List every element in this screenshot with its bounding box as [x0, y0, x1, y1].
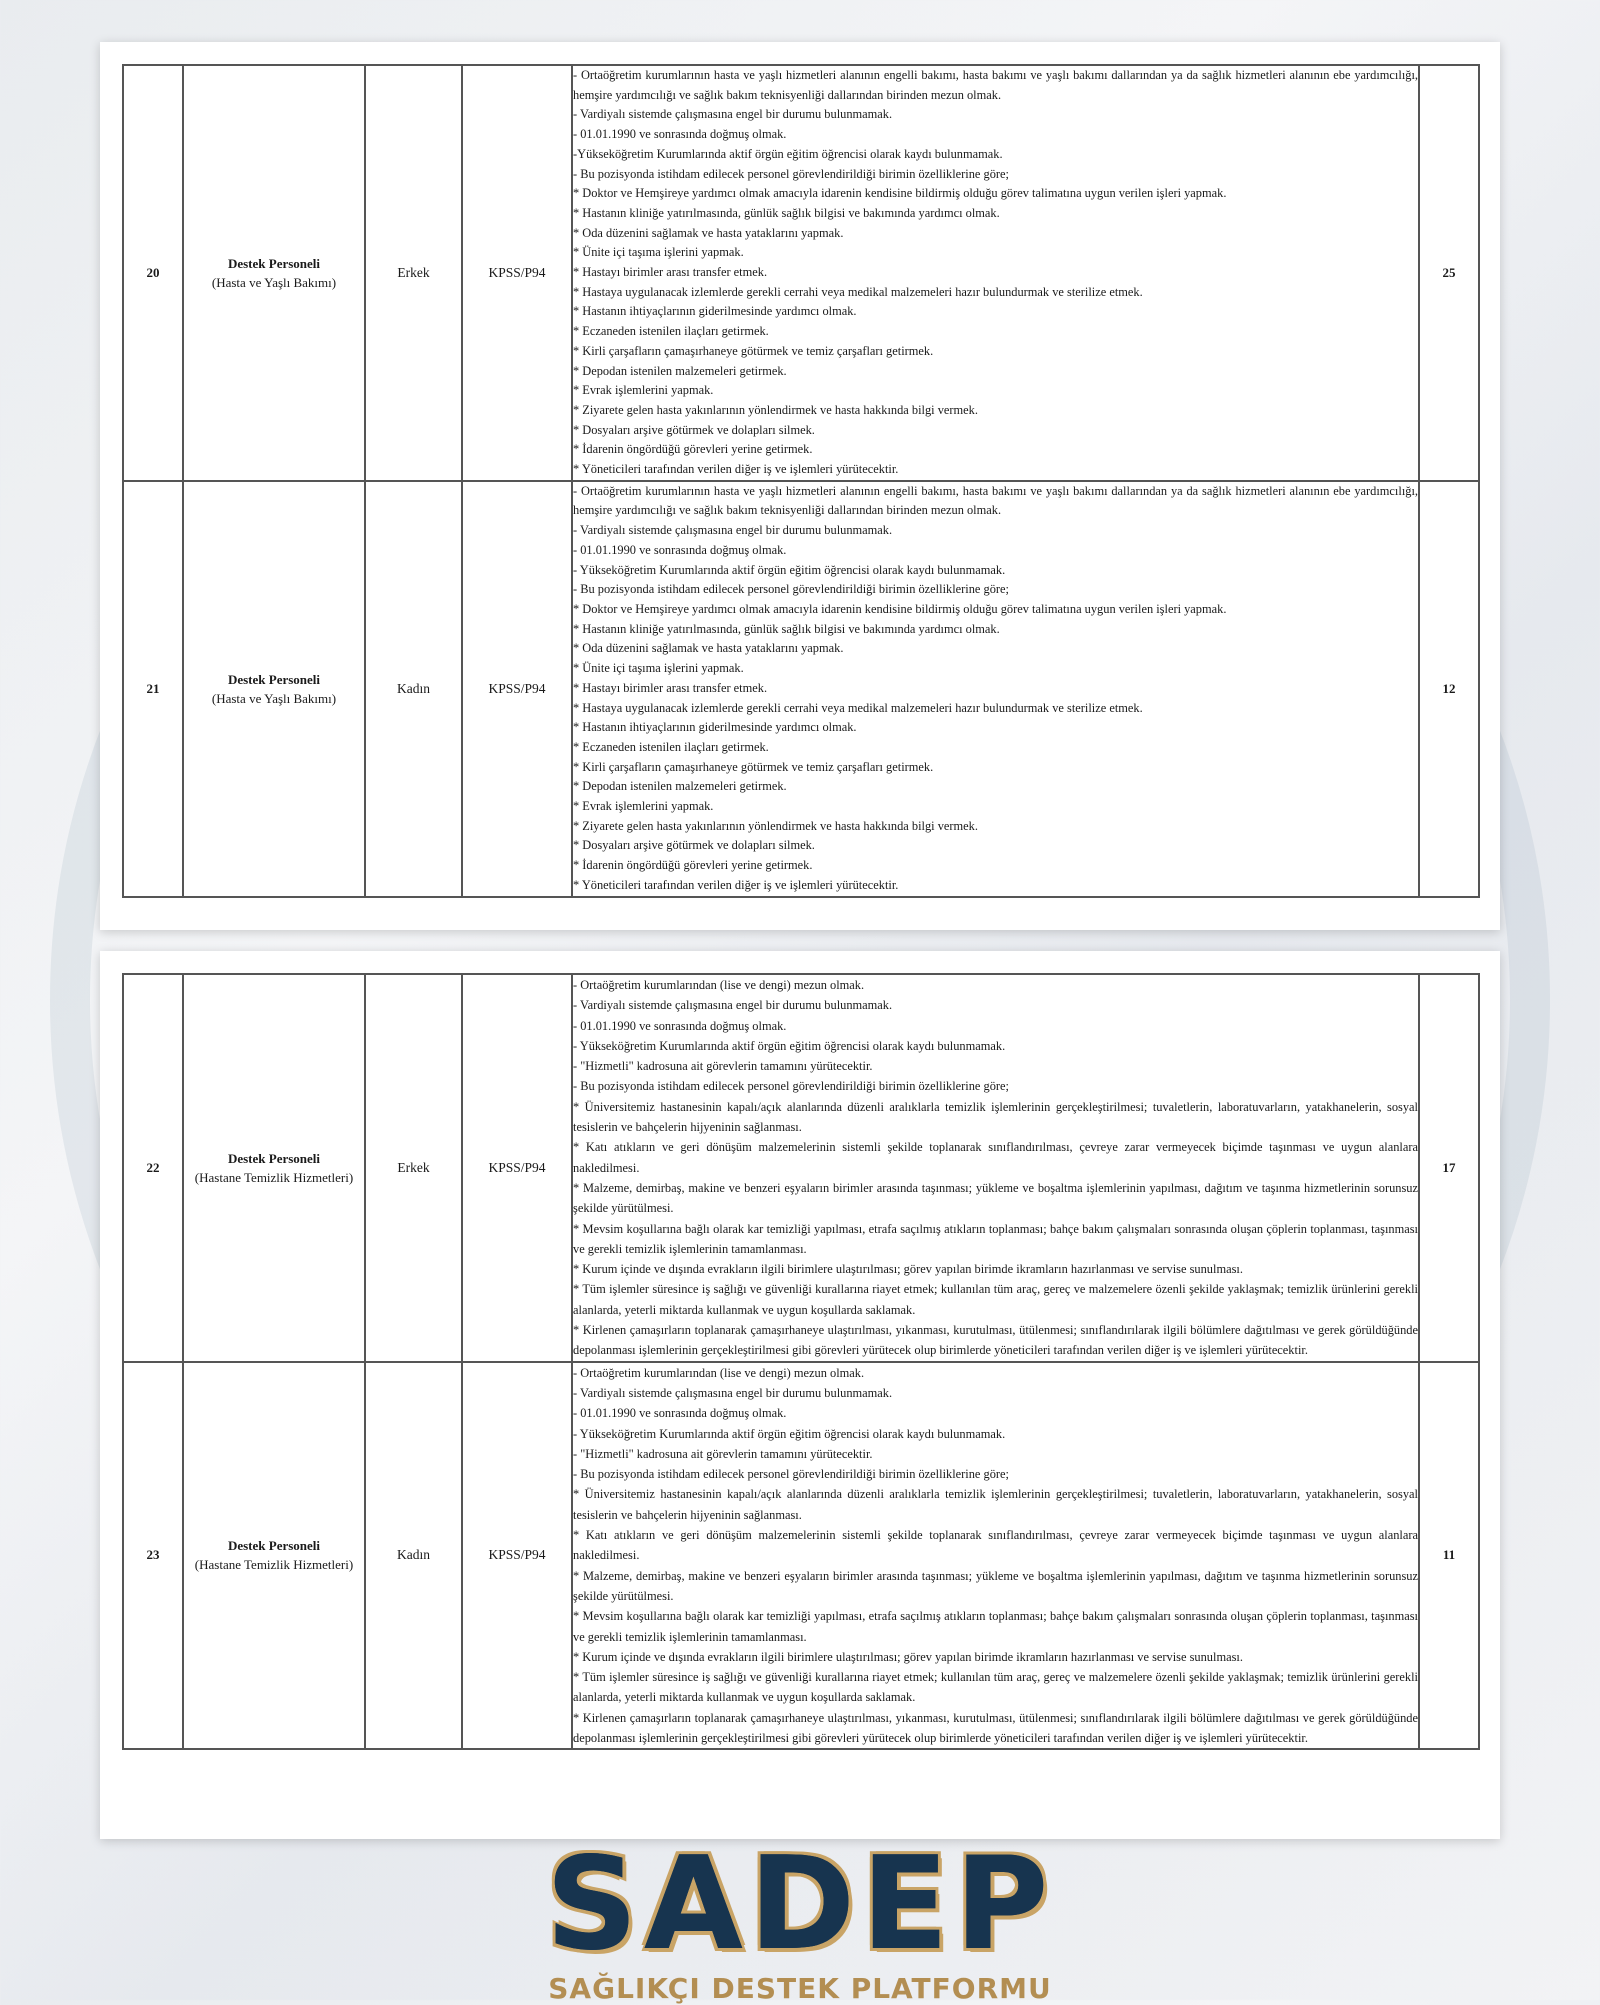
row-number: 21: [123, 481, 183, 897]
qualification-item: * Oda düzenini sağlamak ve hasta yataklarını yapmak.: [573, 225, 844, 240]
qualification-item: * Mevsim koşullarına bağlı olarak kar temizliği yapılması, etrafa saçılmış atıkların toplanması; bahçe bakım çalışmaları sonrasında oluşan çöplerin toplanması, taşınması ve gerekli temizlik işlemlerinin tamamlanması.: [573, 1221, 1418, 1256]
position-title: [183, 1362, 365, 1750]
qualification-item: - Yükseköğretim Kurumlarında aktif örgün eğitim öğrencisi olarak kaydı bulunmamak.: [573, 1038, 1006, 1053]
gender-cell: Kadın: [365, 1362, 462, 1750]
qualification-item: * Mevsim koşullarına bağlı olarak kar temizliği yapılması, etrafa saçılmış atıkların toplanması; bahçe bakım çalışmaları sonrasında oluşan çöplerin toplanması, taşınması ve gerekli temizlik işlemlerinin tamamlanması.: [573, 1609, 1418, 1644]
qualification-item: * Üniversitemiz hastanesinin kapalı/açık alanlarında düzenli aralıklarla temizlik işlemlerinin gerçekleştirilmesi; tuvaletlerin, laboratuvarların, yatakhanelerin, sosyal tesislerin ve bahçelerin hijyeninin sağlanması.: [573, 1487, 1418, 1522]
logo-tagline: SAĞLIKÇI DESTEK PLATFORMU: [548, 1972, 1052, 2005]
qualification-item: - Bu pozisyonda istihdam edilecek personel görevlendirildiği birimin özelliklerine göre;: [573, 582, 1009, 597]
position-count: 11: [1419, 1362, 1479, 1750]
qualification-item: * Kurum içinde ve dışında evrakların ilgili birimlere ulaştırılması; görev yapılan birimde ikramların hazırlanması ve servise sunulması.: [573, 1262, 1243, 1277]
logo-wordmark: SADEP: [545, 1830, 1055, 1979]
kpss-score-type: KPSS/P94: [462, 481, 572, 897]
sadep-logo: [0, 1830, 1600, 2005]
qualification-item: - Bu pozisyonda istihdam edilecek personel görevlendirildiği birimin özelliklerine göre;: [573, 1079, 1009, 1094]
qualification-item: * Yöneticileri tarafından verilen diğer iş ve işlemleri yürütecektir.: [573, 877, 899, 892]
qualification-item: * Hastanın ihtiyaçlarının giderilmesinde yardımcı olmak.: [573, 720, 857, 735]
kpss-score-type: KPSS/P94: [462, 1362, 572, 1750]
qualification-item: - Ortaöğretim kurumlarından (lise ve dengi) mezun olmak.: [573, 1365, 865, 1380]
qualification-item: * Ünite içi taşıma işlerini yapmak.: [573, 245, 744, 260]
qualification-item: * Kirli çarşafların çamaşırhaneye götürmek ve temiz çarşafları getirmek.: [573, 759, 934, 774]
position-title-sub: (Hastane Temizlik Hizmetleri): [194, 1169, 354, 1185]
qualification-item: * Hastanın ihtiyaçlarının giderilmesinde yardımcı olmak.: [573, 304, 857, 319]
positions-table-1: [122, 64, 1480, 898]
kpss-score-type: KPSS/P94: [462, 65, 572, 481]
qualification-item: - Vardiyalı sistemde çalışmasına engel bir durumu bulunmamak.: [573, 1385, 893, 1400]
qualification-item: - 01.01.1990 ve sonrasında doğmuş olmak.: [573, 1406, 787, 1421]
qualification-item: * Yöneticileri tarafından verilen diğer iş ve işlemleri yürütecektir.: [573, 462, 899, 477]
qualification-item: * Dosyaları arşive götürmek ve dolapları silmek.: [573, 422, 815, 437]
qualification-item: - Yükseköğretim Kurumlarında aktif örgün eğitim öğrencisi olarak kaydı bulunmamak.: [573, 1426, 1006, 1441]
qualifications-cell: [572, 481, 1419, 897]
qualification-item: - "Hizmetli" kadrosuna ait görevlerin tamamını yürütecektir.: [573, 1059, 873, 1074]
qualifications-cell: [572, 974, 1419, 1362]
qualification-item: * Malzeme, demirbaş, makine ve benzeri eşyaların birimler arasında taşınması; yükleme ve boşaltma işlemlerinin yapılması, dağıtım ve taşınma hizmetlerinin sorunsuz şekilde yürütülmesi.: [573, 1568, 1418, 1603]
position-title-sub: (Hasta ve Yaşlı Bakımı): [211, 274, 337, 290]
qualification-item: * Depodan istenilen malzemeleri getirmek.: [573, 363, 787, 378]
position-title: [183, 481, 365, 897]
position-title: [183, 65, 365, 481]
document-page-1: [100, 42, 1500, 930]
position-count: 25: [1419, 65, 1479, 481]
row-number: 22: [123, 974, 183, 1362]
position-title: [183, 974, 365, 1362]
gender-cell: Erkek: [365, 65, 462, 481]
qualification-item: * İdarenin öngördüğü görevleri yerine getirmek.: [573, 442, 813, 457]
position-count: 17: [1419, 974, 1479, 1362]
position-title-main: Destek Personeli: [227, 1150, 321, 1166]
qualification-item: - 01.01.1990 ve sonrasında doğmuş olmak.: [573, 127, 787, 142]
qualification-item: * Depodan istenilen malzemeleri getirmek.: [573, 779, 787, 794]
row-number: 20: [123, 65, 183, 481]
position-title-sub: (Hastane Temizlik Hizmetleri): [194, 1557, 354, 1573]
qualification-item: * Hastanın kliniğe yatırılmasında, günlük sağlık bilgisi ve bakımında yardımcı olmak.: [573, 621, 1000, 636]
qualification-item: - Ortaöğretim kurumlarının hasta ve yaşlı hizmetleri alanının engelli bakımı, hasta bakımı ve yaşlı bakımı dallarından ya da sağlık hizmetleri alanının ebe yardımcılığı, hemşire yardımcılığı ve sağlık bakım teknisyenliği dallarından birinden mezun olmak.: [573, 483, 1418, 518]
qualification-item: * Hastaya uygulanacak izlemlerde gerekli cerrahi veya medikal malzemeleri hazır bulundurmak ve sterilize etmek.: [573, 284, 1143, 299]
qualification-item: - 01.01.1990 ve sonrasında doğmuş olmak.: [573, 1018, 787, 1033]
qualification-item: * Katı atıkların ve geri dönüşüm malzemelerinin sistemli şekilde toplanarak sınıflandırılması, çevreye zarar vermeyecek biçimde taşınması ve uygun alanlara nakledilmesi.: [573, 1140, 1418, 1175]
positions-table-2: [122, 973, 1480, 1750]
qualification-item: * Kirlenen çamaşırların toplanarak çamaşırhaneye ulaştırılması, yıkanması, kurutulması, ütülenmesi; sınıflandırılarak ilgili bölümlere dağıtılması ve gerek görüldüğünde depolanması işlemlerinin gerçekleştirilmesi gibi görevleri yürütecek olup birimlerde yöneticileri tarafından verilen diğer iş ve işlemleri yürütecektir.: [573, 1710, 1418, 1745]
qualification-item: * Dosyaları arşive götürmek ve dolapları silmek.: [573, 838, 815, 853]
table-row: [123, 481, 1479, 897]
qualification-item: * Kurum içinde ve dışında evrakların ilgili birimlere ulaştırılması; görev yapılan birimde ikramların hazırlanması ve servise sunulması.: [573, 1649, 1243, 1664]
qualification-item: * Kirlenen çamaşırların toplanarak çamaşırhaneye ulaştırılması, yıkanması, kurutulması, ütülenmesi; sınıflandırılarak ilgili bölümlere dağıtılması ve gerek görüldüğünde depolanması işlemlerinin gerçekleştirilmesi gibi görevleri yürütecek olup birimlerde yöneticileri tarafından verilen diğer iş ve işlemleri yürütecektir.: [573, 1323, 1418, 1358]
qualification-item: - Vardiyalı sistemde çalışmasına engel bir durumu bulunmamak.: [573, 998, 893, 1013]
table-row: [123, 974, 1479, 1362]
qualification-item: * Malzeme, demirbaş, makine ve benzeri eşyaların birimler arasında taşınması; yükleme ve boşaltma işlemlerinin yapılması, dağıtım ve taşınma hizmetlerinin sorunsuz şekilde yürütülmesi.: [573, 1180, 1418, 1216]
qualifications-cell: [572, 65, 1419, 481]
qualification-item: - Vardiyalı sistemde çalışmasına engel bir durumu bulunmamak.: [573, 523, 893, 538]
qualification-item: - Ortaöğretim kurumlarından (lise ve dengi) mezun olmak.: [573, 978, 865, 992]
qualification-item: * Doktor ve Hemşireye yardımcı olmak amacıyla idarenin kendisine bildirmiş olduğu görev talimatına uygun verilen işleri yapmak.: [573, 601, 1227, 616]
qualification-item: * Eczaneden istenilen ilaçları getirmek.: [573, 739, 769, 754]
position-count: 12: [1419, 481, 1479, 897]
qualification-item: * Ünite içi taşıma işlerini yapmak.: [573, 661, 744, 676]
qualification-item: -Yükseköğretim Kurumlarında aktif örgün eğitim öğrencisi olarak kaydı bulunmamak.: [573, 146, 1003, 161]
position-title-main: Destek Personeli: [227, 671, 321, 687]
gender-cell: Erkek: [365, 974, 462, 1362]
position-title-main: Destek Personeli: [227, 1538, 321, 1554]
qualification-item: * Üniversitemiz hastanesinin kapalı/açık alanlarında düzenli aralıklarla temizlik işlemlerinin gerçekleştirilmesi; tuvaletlerin, laboratuvarların, yatakhanelerin, sosyal tesislerin ve bahçelerin hijyeninin sağlanması.: [573, 1099, 1418, 1135]
qualification-item: * Evrak işlemlerini yapmak.: [573, 799, 714, 814]
table-row: [123, 1362, 1479, 1750]
qualification-item: * Ziyarete gelen hasta yakınlarının yönlendirmek ve hasta hakkında bilgi vermek.: [573, 402, 978, 417]
qualification-item: * Katı atıkların ve geri dönüşüm malzemelerinin sistemli şekilde toplanarak sınıflandırılması, çevreye zarar vermeyecek biçimde taşınması ve uygun alanlara nakledilmesi.: [573, 1528, 1418, 1563]
qualification-item: - Bu pozisyonda istihdam edilecek personel görevlendirildiği birimin özelliklerine göre;: [573, 166, 1009, 181]
qualification-item: * Hastanın kliniğe yatırılmasında, günlük sağlık bilgisi ve bakımında yardımcı olmak.: [573, 205, 1000, 220]
qualification-item: - "Hizmetli" kadrosuna ait görevlerin tamamını yürütecektir.: [573, 1446, 873, 1461]
qualification-item: * Tüm işlemler süresince iş sağlığı ve güvenliği kurallarına riayet etmek; kullanılan tüm araç, gereç ve malzemelere özenli şekilde yaklaşmak; temizlik ürünlerini gerekli alanlarda, yeterli miktarda kullanmak ve uygun koşullarda saklamak.: [573, 1282, 1418, 1317]
qualification-item: - Ortaöğretim kurumlarının hasta ve yaşlı hizmetleri alanının engelli bakımı, hasta bakımı ve yaşlı bakımı dallarından ya da sağlık hizmetleri alanının ebe yardımcılığı, hemşire yardımcılığı ve sağlık bakım teknisyenliği dallarından birinden mezun olmak.: [573, 68, 1418, 102]
qualification-item: * Ziyarete gelen hasta yakınlarının yönlendirmek ve hasta hakkında bilgi vermek.: [573, 818, 978, 833]
qualification-item: * İdarenin öngördüğü görevleri yerine getirmek.: [573, 858, 813, 873]
qualification-item: - Bu pozisyonda istihdam edilecek personel görevlendirildiği birimin özelliklerine göre;: [573, 1467, 1009, 1482]
qualifications-cell: [572, 1362, 1419, 1750]
document-page-2: [100, 951, 1500, 1839]
row-number: 23: [123, 1362, 183, 1750]
qualification-item: * Doktor ve Hemşireye yardımcı olmak amacıyla idarenin kendisine bildirmiş olduğu görev talimatına uygun verilen işleri yapmak.: [573, 186, 1227, 201]
qualification-item: * Eczaneden istenilen ilaçları getirmek.: [573, 324, 769, 339]
qualification-item: * Tüm işlemler süresince iş sağlığı ve güvenliği kurallarına riayet etmek; kullanılan tüm araç, gereç ve malzemelere özenli şekilde yaklaşmak; temizlik ürünlerini gerekli alanlarda, yeterli miktarda kullanmak ve uygun koşullarda saklamak.: [573, 1670, 1418, 1705]
qualification-item: * Hastayı birimler arası transfer etmek.: [573, 680, 768, 695]
gender-cell: Kadın: [365, 481, 462, 897]
kpss-score-type: KPSS/P94: [462, 974, 572, 1362]
position-title-main: Destek Personeli: [227, 255, 321, 271]
positions-table-body: [123, 65, 1479, 897]
qualification-item: - Yükseköğretim Kurumlarında aktif örgün eğitim öğrencisi olarak kaydı bulunmamak.: [573, 562, 1006, 577]
table-row: [123, 65, 1479, 481]
qualification-item: * Evrak işlemlerini yapmak.: [573, 383, 714, 398]
qualification-item: - 01.01.1990 ve sonrasında doğmuş olmak.: [573, 542, 787, 557]
qualification-item: * Hastaya uygulanacak izlemlerde gerekli cerrahi veya medikal malzemeleri hazır bulundurmak ve sterilize etmek.: [573, 700, 1143, 715]
positions-table-body: [123, 974, 1479, 1749]
position-title-sub: (Hasta ve Yaşlı Bakımı): [211, 690, 337, 706]
qualification-item: - Vardiyalı sistemde çalışmasına engel bir durumu bulunmamak.: [573, 107, 893, 122]
qualification-item: * Oda düzenini sağlamak ve hasta yataklarını yapmak.: [573, 641, 844, 656]
qualification-item: * Hastayı birimler arası transfer etmek.: [573, 265, 768, 280]
qualification-item: * Kirli çarşafların çamaşırhaneye götürmek ve temiz çarşafları getirmek.: [573, 343, 934, 358]
